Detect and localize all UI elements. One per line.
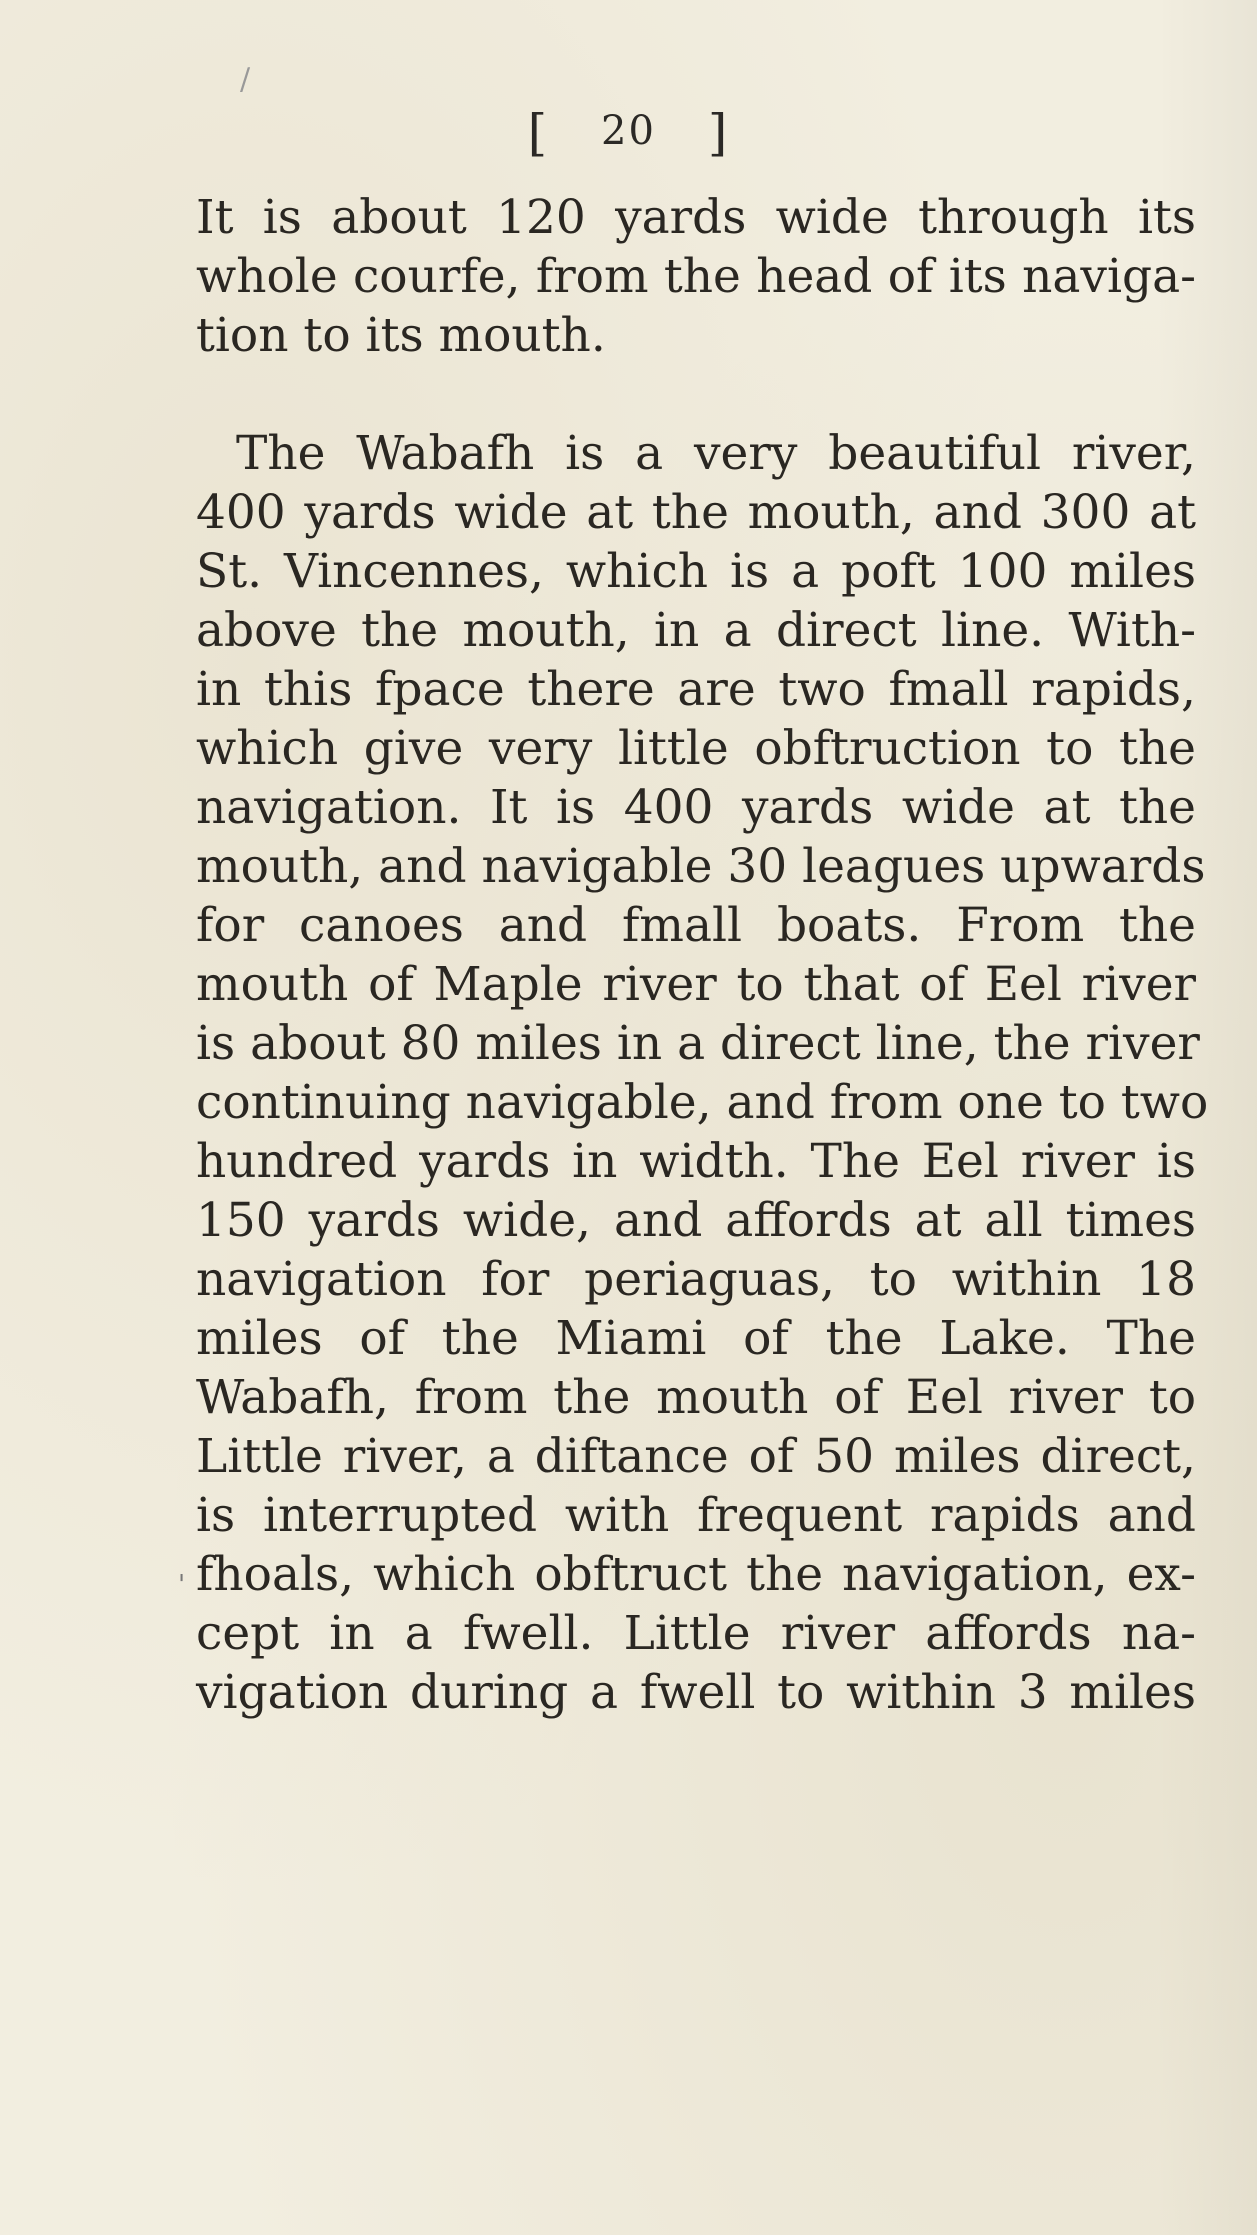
text-line: It is about 120 yards wide through its [196,190,1196,245]
text-line: mouth of Maple river to that of Eel river [196,957,1196,1012]
text-line: Wabafh, from the mouth of Eel river to [196,1370,1196,1425]
text-line: hundred yards in width. The Eel river is [196,1134,1196,1189]
margin-mark: ' [178,1570,186,1600]
text-line: is interrupted with frequent rapids and [196,1488,1196,1543]
page-number-close-bracket: ] [707,104,730,162]
text-line: vigation during a fwell to within 3 miles [196,1665,1196,1720]
text-line: navigation. It is 400 yards wide at the [196,780,1196,835]
text-line: tion to its mouth. [196,308,606,363]
text-line: whole courfe, from the head of its naviga- [196,249,1196,304]
text-line: for canoes and fmall boats. From the [196,898,1196,953]
text-line: The Wabafh is a very beautiful river, [236,426,1196,481]
text-line: in this fpace there are two fmall rapids, [196,662,1196,717]
text-line: which give very little obftruction to the [196,721,1196,776]
text-line: Little river, a diftance of 50 miles direct, [196,1429,1196,1484]
text-line: cept in a fwell. Little river affords na- [196,1606,1196,1661]
text-line: 400 yards wide at the mouth, and 300 at [196,485,1196,540]
text-line: mouth, and navigable 30 leagues upwards [196,839,1206,894]
corner-pencil-mark: / [240,62,251,97]
text-line: above the mouth, in a direct line. With- [196,603,1196,658]
text-line: miles of the Miami of the Lake. The [196,1311,1196,1366]
text-line: fhoals, which obftruct the navigation, ex- [196,1547,1196,1602]
page-number [0,104,1257,162]
text-line: St. Vincennes, which is a poft 100 miles [196,544,1196,599]
page-number-open-bracket: [ [527,104,550,162]
text-line: 150 yards wide, and affords at all times [196,1193,1196,1248]
body-text [196,188,1209,1722]
text-line: is about 80 miles in a direct line, the river [196,1016,1200,1071]
text-line: navigation for periaguas, to within 18 [196,1252,1196,1307]
page-number-value: 20 [601,108,656,154]
paragraph-gap [196,365,1196,424]
text-line: continuing navigable, and from one to two [196,1075,1209,1130]
